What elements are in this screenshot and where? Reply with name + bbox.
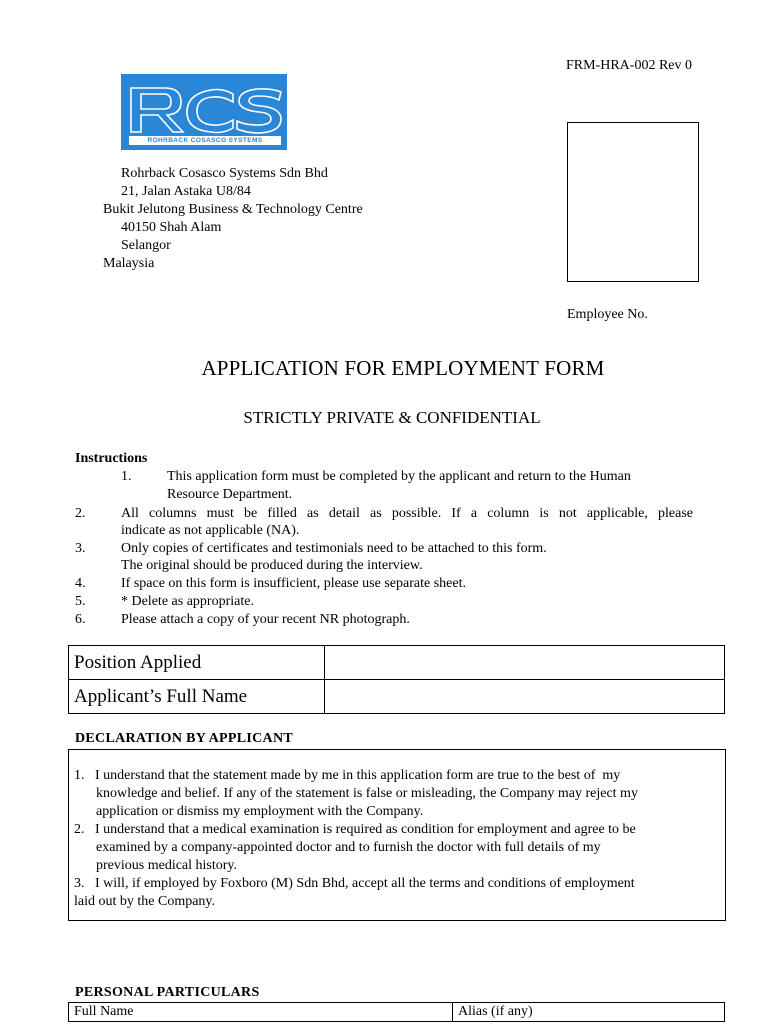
table-row	[69, 646, 725, 680]
declaration-text: 2. I understand that a medical examination is required as condition for employment and agree to be	[74, 822, 636, 837]
declaration-text: 1. I understand that the statement made by me in this application form are true to the best of my	[74, 768, 621, 783]
instruction-number: 5.	[75, 594, 86, 609]
instruction-number: 1.	[121, 469, 132, 484]
instruction-number: 3.	[75, 541, 86, 556]
instruction-text: Only copies of certificates and testimonials need to be attached to this form.	[121, 541, 547, 556]
declaration-heading: DECLARATION BY APPLICANT	[75, 731, 293, 746]
declaration-text: application or dismiss my employment with the Company.	[96, 804, 424, 819]
alias-field[interactable]: Alias (if any)	[453, 1003, 725, 1022]
applicant-name-label: Applicant’s Full Name	[69, 680, 325, 714]
logo-tagline: ROHRBACK COSASCO SYSTEMS	[147, 137, 263, 144]
table-row	[69, 1003, 725, 1022]
address-line: Selangor	[121, 238, 171, 253]
form-subtitle: STRICTLY PRIVATE & CONFIDENTIAL	[243, 408, 541, 427]
instruction-text: indicate as not applicable (NA).	[121, 523, 300, 538]
address-line: Malaysia	[103, 256, 155, 271]
declaration-text: examined by a company-appointed doctor and to furnish the doctor with full details of my	[96, 840, 601, 855]
personal-particulars-heading: PERSONAL PARTICULARS	[75, 985, 260, 1000]
address-line: 21, Jalan Astaka U8/84	[121, 184, 251, 199]
photo-box	[567, 122, 699, 282]
form-reference: FRM-HRA-002 Rev 0	[566, 58, 693, 73]
form-title: APPLICATION FOR EMPLOYMENT FORM	[201, 356, 605, 380]
declaration-text: laid out by the Company.	[74, 894, 216, 909]
instruction-text: Resource Department.	[167, 487, 293, 502]
position-applied-label: Position Applied	[69, 646, 325, 680]
instruction-number: 4.	[75, 576, 86, 591]
personal-particulars-table	[68, 1002, 725, 1022]
instructions-heading: Instructions	[75, 451, 148, 466]
instruction-text: * Delete as appropriate.	[121, 594, 254, 609]
full-name-field[interactable]: Full Name	[69, 1003, 453, 1022]
company-logo	[121, 74, 287, 150]
declaration-text: knowledge and belief. If any of the statement is false or misleading, the Company may reject my	[96, 786, 638, 801]
instruction-text: The original should be produced during the interview.	[121, 558, 423, 573]
declaration-box	[68, 749, 726, 921]
applicant-name-field[interactable]	[325, 680, 725, 714]
instruction-text: If space on this form is insufficient, please use separate sheet.	[121, 576, 466, 591]
position-applied-field[interactable]	[325, 646, 725, 680]
instruction-number: 6.	[75, 612, 86, 627]
address-line: 40150 Shah Alam	[121, 220, 222, 235]
address-line: Bukit Jelutong Business & Technology Centre	[103, 202, 363, 217]
declaration-text: previous medical history.	[96, 858, 238, 873]
application-fields-table	[68, 645, 725, 714]
address-line: Rohrback Cosasco Systems Sdn Bhd	[121, 166, 328, 181]
instruction-text: This application form must be completed by the applicant and return to the Human	[167, 469, 631, 484]
employee-no-label: Employee No.	[567, 307, 648, 322]
declaration-text: 3. I will, if employed by Foxboro (M) Sdn Bhd, accept all the terms and conditions of employment	[74, 876, 635, 891]
instruction-number: 2.	[75, 506, 86, 521]
instruction-text: All columns must be filled as detail as possible. If a column is not applicable, please	[121, 506, 693, 521]
instruction-text: Please attach a copy of your recent NR photograph.	[121, 612, 410, 627]
table-row	[69, 680, 725, 714]
